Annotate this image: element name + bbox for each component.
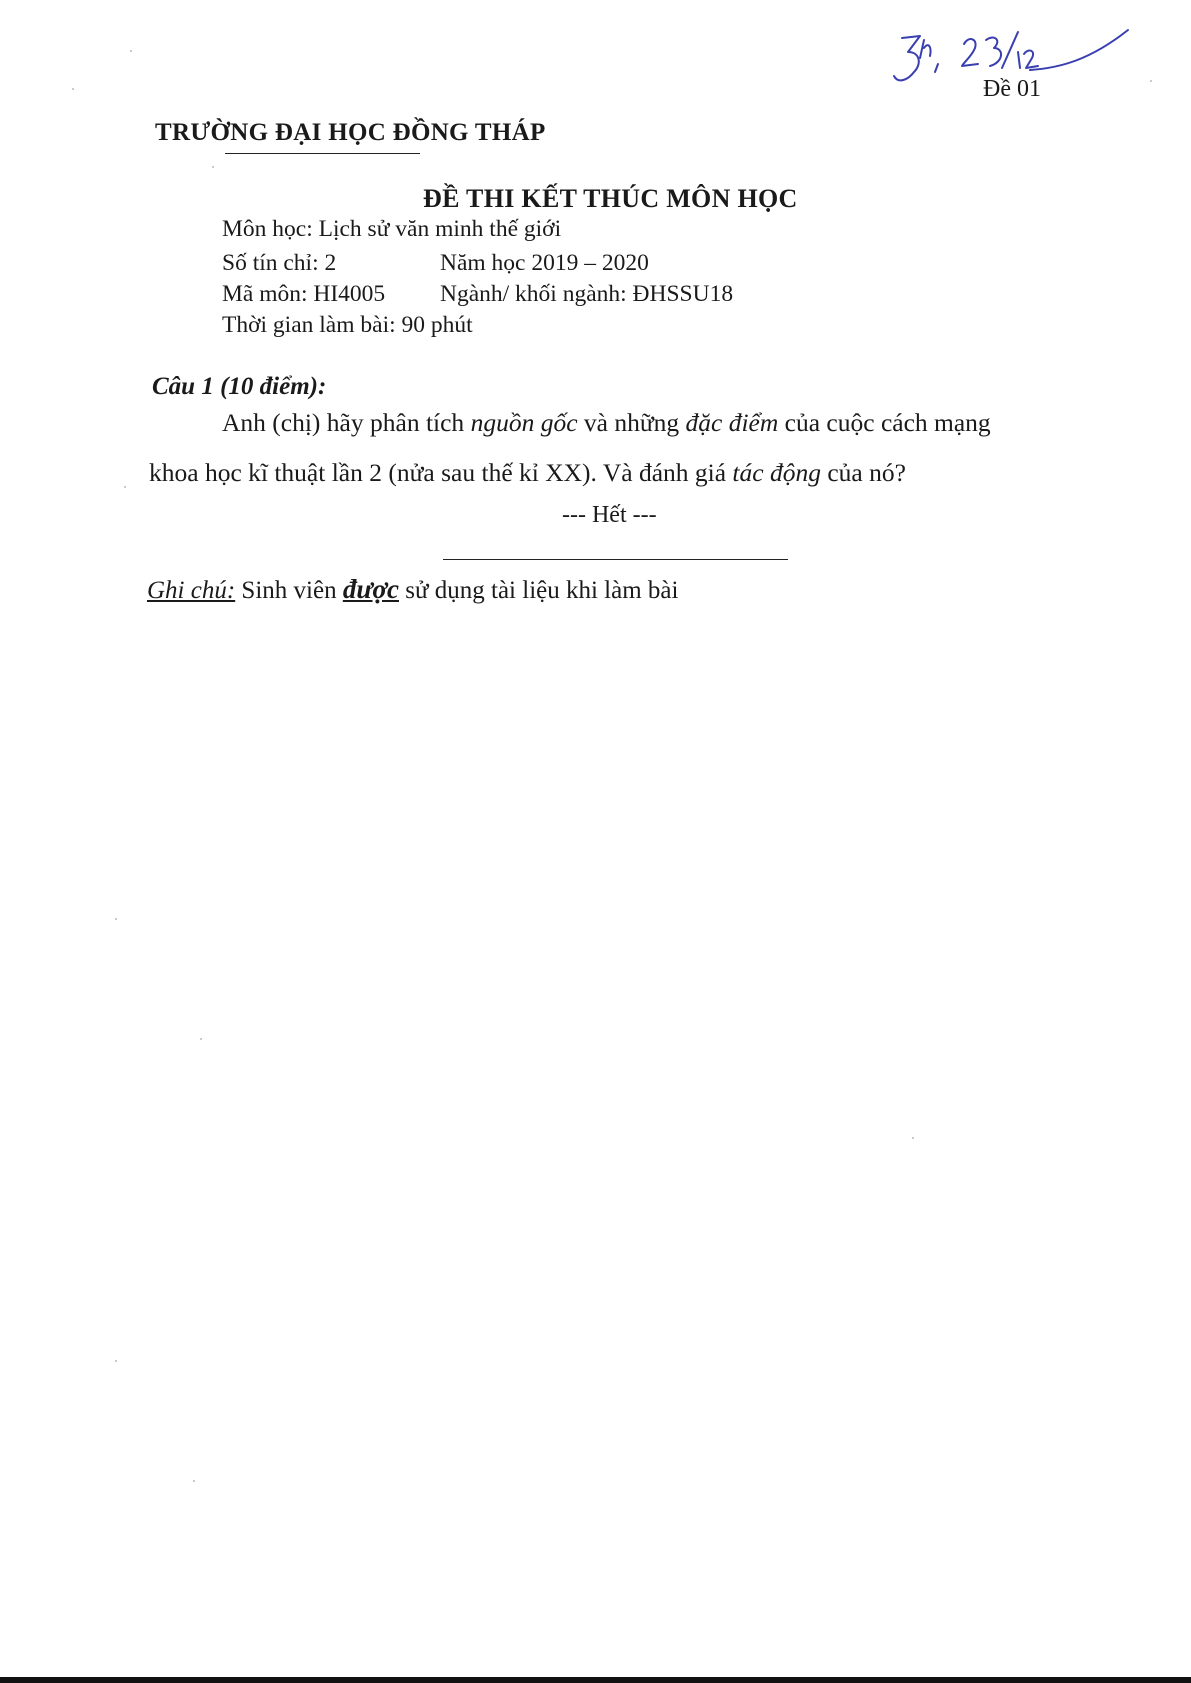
question-text-line-1: [222, 408, 991, 438]
question-text: của cuộc cách mạng: [778, 408, 991, 437]
question-text: của nó?: [820, 458, 906, 487]
scan-speck: [124, 486, 126, 488]
school-year-line: Năm học 2019 – 2020: [440, 250, 649, 276]
scan-speck: [193, 1480, 195, 1482]
scan-speck: [130, 50, 132, 52]
scan-bottom-border: [0, 1677, 1191, 1683]
exam-code: Đề 01: [983, 76, 1041, 102]
scan-speck: [200, 1038, 202, 1040]
subject-line: Môn học: Lịch sử văn minh thế giới: [222, 216, 562, 242]
major-line: Ngành/ khối ngành: ĐHSSU18: [440, 281, 734, 307]
duration-line: Thời gian làm bài: 90 phút: [222, 312, 473, 338]
note-line: [147, 574, 678, 605]
note-label: Ghi chú:: [147, 577, 236, 604]
emphasis-origin: nguồn gốc: [470, 408, 578, 437]
note-text: sử dụng tài liệu khi làm bài: [398, 577, 679, 604]
emphasis-features: đặc điểm: [685, 408, 779, 437]
scan-speck: [1150, 80, 1152, 82]
question-text-line-2: [149, 458, 906, 488]
end-marker: --- Hết ---: [562, 502, 657, 528]
scan-speck: [212, 166, 214, 168]
note-emphasis: được: [342, 574, 399, 604]
scan-speck: [115, 1360, 117, 1362]
question-text: Anh (chị) hãy phân tích: [222, 408, 471, 437]
exam-title: ĐỀ THI KẾT THÚC MÔN HỌC: [423, 184, 798, 213]
question-text: khoa học kĩ thuật lần 2 (nửa sau thế kỉ XX). Và đánh giá: [149, 458, 733, 487]
scan-speck: [115, 918, 117, 920]
scan-speck: [72, 88, 74, 90]
question-text: và những: [577, 408, 686, 437]
question-heading: Câu 1 (10 điểm):: [152, 373, 327, 400]
emphasis-impact: tác động: [732, 458, 821, 487]
scan-speck: [912, 1137, 914, 1139]
course-code-line: Mã môn: HI4005: [222, 281, 386, 307]
end-rule: [443, 559, 788, 560]
school-name-underline: [225, 153, 420, 154]
note-text: Sinh viên: [235, 577, 343, 604]
credits-line: Số tín chỉ: 2: [222, 250, 337, 276]
school-name: TRƯỜNG ĐẠI HỌC ĐỒNG THÁP: [155, 119, 546, 146]
